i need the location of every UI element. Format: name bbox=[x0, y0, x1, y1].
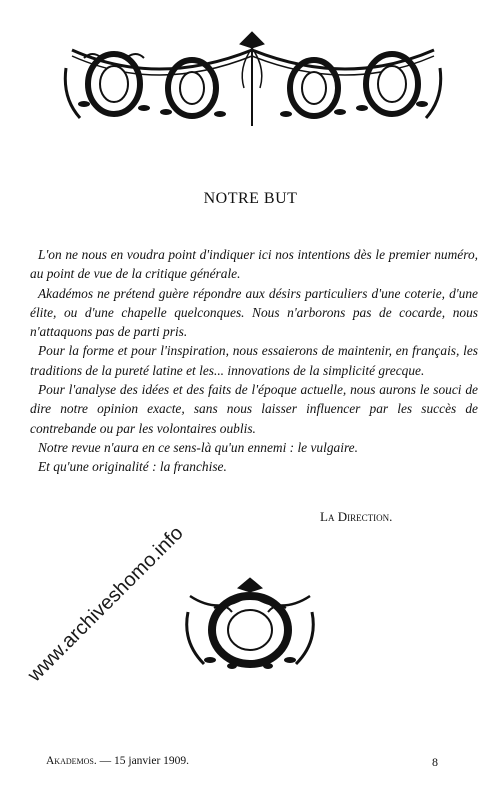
paragraph: Pour la forme et pour l'inspiration, nous essaierons de maintenir, en français, les traditions de la pureté latine et les... innovations de la simplicité grecque. bbox=[30, 343, 478, 378]
watermark: www.archiveshomo.info bbox=[23, 522, 188, 687]
paragraph: Notre revue n'aura en ce sens-là qu'un ennemi : le vulgaire. bbox=[38, 439, 358, 455]
paragraph: L'on ne nous en voudra point d'indiquer ici nos intentions dès le premier numéro, au point de vue de la critique générale. bbox=[30, 247, 478, 282]
article-heading: NOTRE BUT bbox=[203, 190, 298, 207]
page-footer bbox=[46, 755, 189, 767]
paragraph: Pour l'analyse des idées et des faits de l'époque actuelle, nous aurons le souci de dire notre opinion exacte, sans nous laisser influencer par les succès de contrebande ou par les volontaires oublis. bbox=[30, 382, 478, 436]
journal-name: Akademos. bbox=[46, 755, 97, 767]
article-body bbox=[30, 245, 478, 477]
bottom-wreath-ornament bbox=[180, 572, 320, 674]
footer-separator: — bbox=[99, 755, 112, 767]
paragraph: Akadémos ne prétend guère répondre aux désirs particuliers d'une coterie, d'une élite, ou d'une chapelle quelconques. Nous n'arborons pas de cocarde, nous n'attaquons pas de parti pris. bbox=[30, 285, 478, 340]
issue-date: 15 janvier 1909. bbox=[114, 755, 190, 767]
top-wreath-ornament bbox=[62, 28, 444, 130]
page-number: 8 bbox=[432, 755, 438, 769]
paragraph: Et qu'une originalité : la franchise. bbox=[38, 459, 227, 475]
signature: La Direction. bbox=[320, 509, 393, 524]
